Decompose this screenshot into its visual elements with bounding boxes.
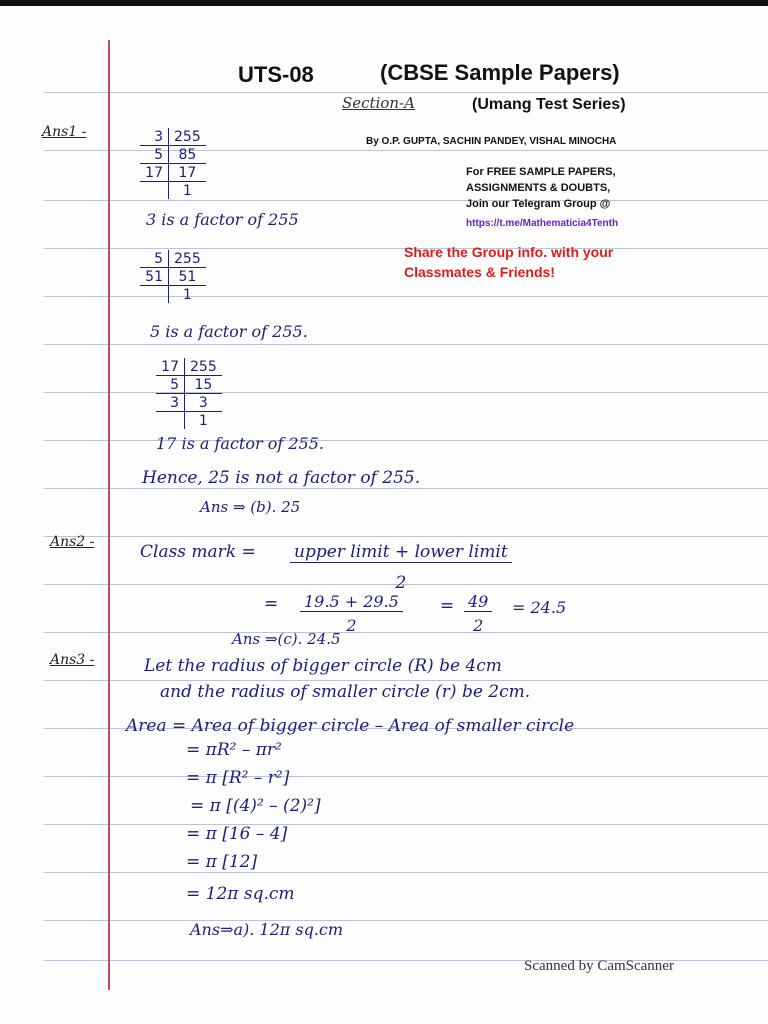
class-mark-result: = 24.5	[512, 598, 567, 617]
telegram-link[interactable]: https://t.me/Mathematicia4Tenth	[466, 218, 619, 229]
scan-edge	[0, 0, 768, 6]
area-definition: Area = Area of bigger circle – Area of smaller circle	[126, 716, 575, 736]
rule-line	[44, 872, 768, 873]
series-name: (Umang Test Series)	[472, 96, 626, 113]
ans3-label: Ans3 -	[50, 652, 95, 668]
promo-line-1: For FREE SAMPLE PAPERS,	[466, 166, 616, 178]
authors: By O.P. GUPTA, SACHIN PANDEY, VISHAL MINOCHA	[366, 136, 617, 147]
ans3-line-2: and the radius of smaller circle (r) be 2cm.	[160, 682, 531, 702]
margin-line	[108, 40, 110, 990]
share-line-1: Share the Group info. with your	[404, 244, 614, 260]
rule-line	[44, 392, 768, 393]
rule-line	[44, 488, 768, 489]
camscanner-watermark: Scanned by CamScanner	[524, 958, 674, 974]
promo-line-3: Join our Telegram Group @	[466, 198, 611, 210]
area-step-3: = π [(4)² – (2)²]	[190, 796, 321, 816]
area-step-4: = π [16 – 4]	[186, 824, 288, 844]
ans1-statement-1: 3 is a factor of 255	[146, 210, 299, 229]
rule-line	[44, 776, 768, 777]
division-table-3: 17 255 5 15 3 3 1	[156, 358, 222, 429]
sum-fraction	[300, 592, 403, 635]
division-table-2: 5 255 51 51 1	[140, 250, 206, 303]
ans2-label: Ans2 -	[50, 534, 95, 550]
rule-line	[44, 920, 768, 921]
rule-line	[44, 632, 768, 633]
ans1-final: Ans ⇒ (b). 25	[200, 498, 301, 516]
ans1-statement-2: 5 is a factor of 255.	[150, 322, 308, 341]
ans2-final: Ans ⇒(c). 24.5	[232, 630, 341, 648]
ans3-final: Ans⇒a). 12π sq.cm	[190, 920, 344, 939]
rule-line	[44, 680, 768, 681]
class-mark-fraction	[290, 542, 512, 593]
ans1-label: Ans1 -	[42, 124, 87, 140]
class-mark-lhs: Class mark =	[140, 542, 256, 562]
area-step-1: = πR² – πr²	[186, 740, 282, 760]
paper-code: UTS-08	[238, 62, 314, 87]
ans1-conclusion: Hence, 25 is not a factor of 255.	[142, 468, 421, 488]
division-table-1: 3 255 5 85 17 17 1	[140, 128, 206, 199]
fraction-denominator: 2	[395, 573, 407, 593]
section-heading: Section-A	[342, 94, 415, 112]
promo-line-2: ASSIGNMENTS & DOUBTS,	[466, 182, 611, 194]
equals-sign: =	[264, 594, 279, 614]
sum-denominator: 2	[346, 616, 357, 635]
result-numerator: 49	[464, 592, 492, 612]
rule-line	[44, 344, 768, 345]
ans3-line-1: Let the radius of bigger circle (R) be 4cm	[144, 656, 502, 676]
result-denominator: 2	[473, 616, 484, 635]
sum-numerator: 19.5 + 29.5	[300, 592, 403, 612]
equals-sign-2: =	[440, 596, 455, 616]
rule-line	[44, 440, 768, 441]
rule-line	[44, 200, 768, 201]
rule-line	[44, 92, 768, 93]
result-fraction	[464, 592, 492, 635]
paper-title: (CBSE Sample Papers)	[380, 60, 620, 85]
ans1-statement-3: 17 is a factor of 255.	[156, 434, 324, 453]
area-step-5: = π [12]	[186, 852, 258, 872]
share-line-2: Classmates & Friends!	[404, 264, 555, 280]
area-step-6: = 12π sq.cm	[186, 884, 295, 904]
rule-line	[44, 536, 768, 537]
fraction-numerator: upper limit + lower limit	[290, 542, 512, 563]
rule-line	[44, 824, 768, 825]
area-step-2: = π [R² – r²]	[186, 768, 290, 788]
